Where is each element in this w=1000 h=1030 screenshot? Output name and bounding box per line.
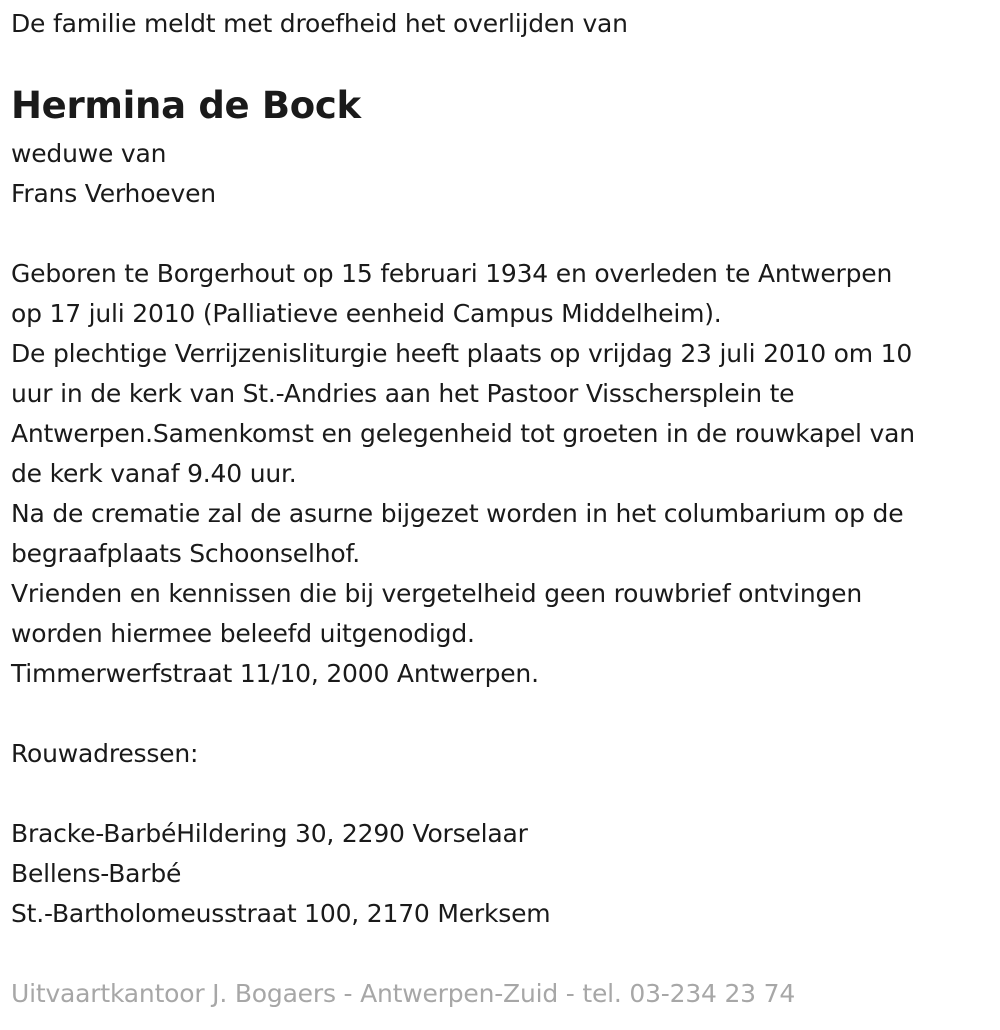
body-line: begraafplaats Schoonselhof. (11, 539, 360, 568)
body-line: de kerk vanaf 9.40 uur. (11, 459, 297, 488)
funeral-home-footer: Uitvaartkantoor J. Bogaers - Antwerpen-Zuid - tel. 03-234 23 74 (11, 979, 796, 1008)
widow-line: weduwe van (11, 139, 167, 168)
address-line: St.-Bartholomeusstraat 100, 2170 Merksem (11, 899, 551, 928)
spouse-name: Frans Verhoeven (11, 179, 216, 208)
home-address: Timmerwerfstraat 11/10, 2000 Antwerpen. (11, 659, 539, 688)
rouwadressen-label: Rouwadressen: (11, 739, 199, 768)
body-line: Na de crematie zal de asurne bijgezet worden in het columbarium op de (11, 499, 904, 528)
body-line: De plechtige Verrijzenisliturgie heeft plaats op vrijdag 23 juli 2010 om 10 (11, 339, 913, 368)
rouwadressen-heading (11, 734, 198, 774)
body-line: Antwerpen.Samenkomst en gelegenheid tot groeten in de rouwkapel van (11, 419, 915, 448)
address-line: Bellens-Barbé (11, 859, 182, 888)
mourning-addresses (11, 814, 550, 934)
body-line: Geboren te Borgerhout op 15 februari 1934 en overleden te Antwerpen (11, 259, 893, 288)
deceased-name: Hermina de Bock (11, 84, 361, 127)
intro-text: De familie meldt met droefheid het overlijden van (11, 9, 628, 38)
widow-of-block (11, 134, 216, 214)
body-line: uur in de kerk van St.-Andries aan het Pastoor Visschersplein te (11, 379, 795, 408)
notice-body (11, 254, 915, 694)
body-line: worden hiermee beleefd uitgenodigd. (11, 619, 475, 648)
body-line: op 17 juli 2010 (Palliatieve eenheid Campus Middelheim). (11, 299, 722, 328)
address-line: Bracke-BarbéHildering 30, 2290 Vorselaar (11, 819, 528, 848)
body-line: Vrienden en kennissen die bij vergetelheid geen rouwbrief ontvingen (11, 579, 863, 608)
